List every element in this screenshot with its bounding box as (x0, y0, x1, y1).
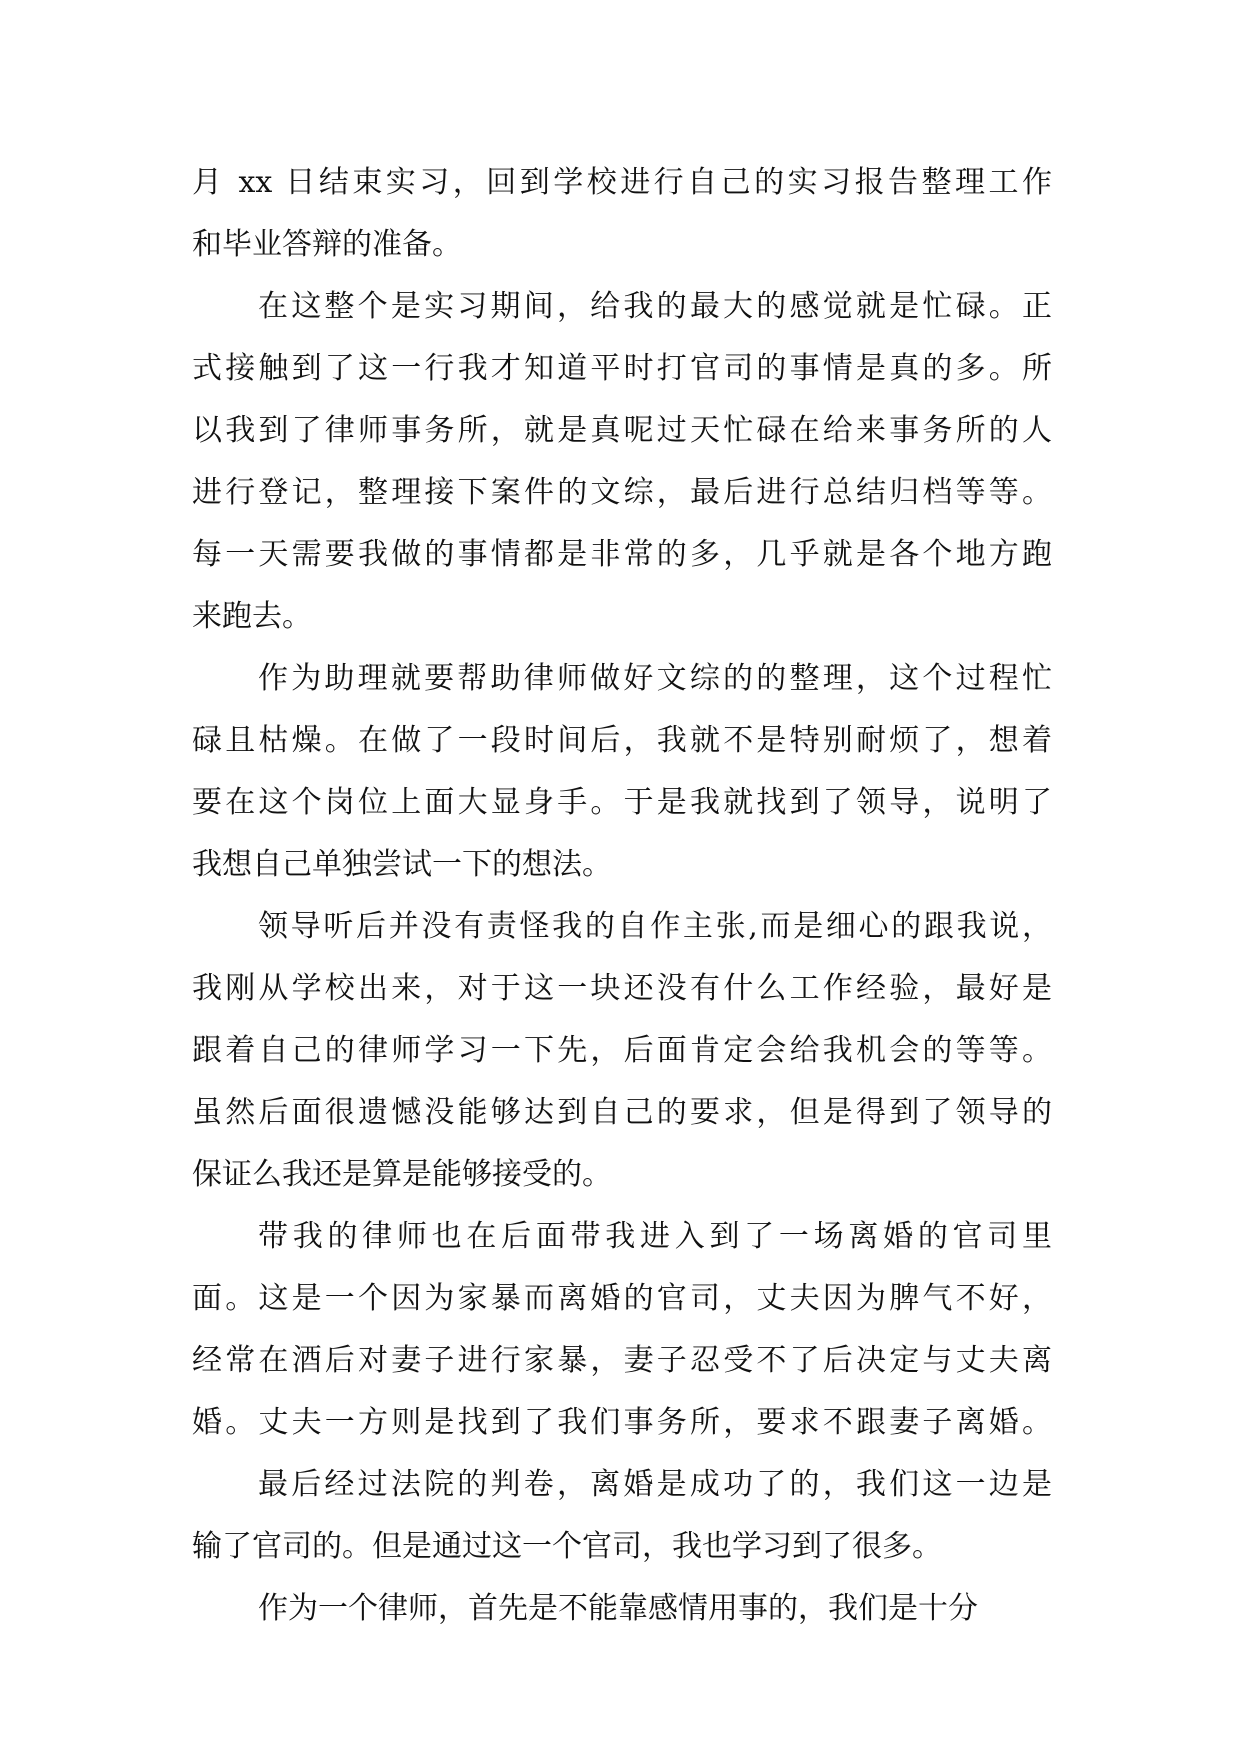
text-line: 我刚从学校出来，对于这一块还没有什么工作经验，最好是 (192, 971, 1052, 1006)
text-line: 碌且枯燥。在做了一段时间后，我就不是特别耐烦了，想着 (192, 723, 1052, 758)
text-line: 来跑去。 (192, 599, 312, 634)
text-line: 跟着自己的律师学习一下先，后面肯定会给我机会的等等。 (192, 1033, 1052, 1068)
text-line: 经常在酒后对妻子进行家暴，妻子忍受不了后决定与丈夫离 (192, 1343, 1052, 1378)
text-line: 领导听后并没有责怪我的自作主张,而是细心的跟我说， (258, 909, 1052, 944)
text-line: 要在这个岗位上面大显身手。于是我就找到了领导，说明了 (192, 785, 1052, 820)
text-line: 式接触到了这一行我才知道平时打官司的事情是真的多。所 (192, 351, 1052, 386)
text-line: 我想自己单独尝试一下的想法。 (192, 847, 612, 882)
text-line: 每一天需要我做的事情都是非常的多，几乎就是各个地方跑 (192, 537, 1052, 572)
text-line: 婚。丈夫一方则是找到了我们事务所，要求不跟妻子离婚。 (192, 1405, 1052, 1440)
text-line: 进行登记，整理接下案件的文综，最后进行总结归档等等。 (192, 475, 1052, 510)
text-line: 作为一个律师，首先是不能靠感情用事的，我们是十分 (258, 1591, 978, 1626)
text-line: 面。这是一个因为家暴而离婚的官司，丈夫因为脾气不好， (192, 1281, 1052, 1316)
text-line: 月 xx 日结束实习，回到学校进行自己的实习报告整理工作 (192, 165, 1052, 200)
text-line: 带我的律师也在后面带我进入到了一场离婚的官司里 (258, 1219, 1052, 1254)
text-line: 作为助理就要帮助律师做好文综的的整理，这个过程忙 (258, 661, 1052, 696)
text-line: 保证么我还是算是能够接受的。 (192, 1157, 612, 1192)
text-line: 以我到了律师事务所，就是真呢过天忙碌在给来事务所的人 (192, 413, 1052, 448)
text-line: 最后经过法院的判卷，离婚是成功了的，我们这一边是 (258, 1467, 1052, 1502)
text-line: 输了官司的。但是通过这一个官司，我也学习到了很多。 (192, 1529, 942, 1564)
text-line: 虽然后面很遗憾没能够达到自己的要求，但是得到了领导的 (192, 1095, 1052, 1130)
text-line: 在这整个是实习期间，给我的最大的感觉就是忙碌。正 (258, 289, 1052, 324)
text-line: 和毕业答辩的准备。 (192, 227, 462, 262)
